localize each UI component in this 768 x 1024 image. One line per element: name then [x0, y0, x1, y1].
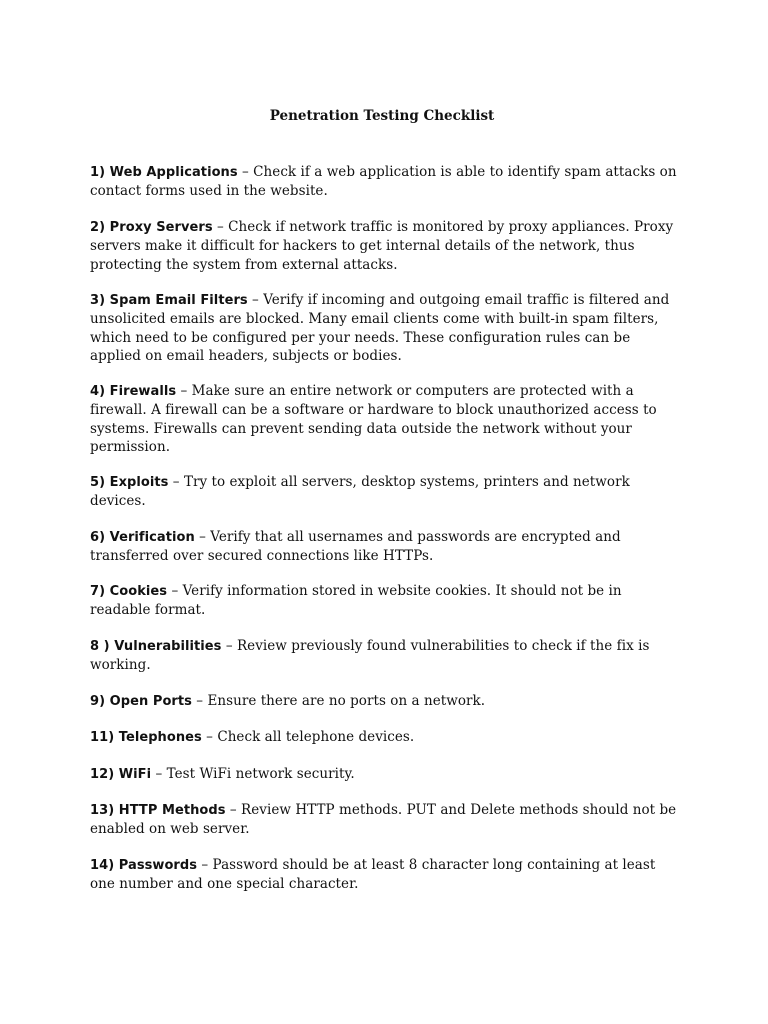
item-dash: – — [172, 474, 180, 490]
checklist-item — [90, 692, 680, 711]
item-dash: – — [216, 219, 224, 235]
document-title: Penetration Testing Checklist — [269, 108, 495, 124]
item-title: Telephones — [118, 730, 202, 745]
item-number: 5) — [90, 475, 106, 490]
item-title: Proxy Servers — [109, 220, 213, 235]
item-heading — [90, 384, 176, 399]
checklist-item — [90, 163, 680, 201]
item-description: Try to exploit all servers, desktop systems, printers and network devices. — [90, 474, 630, 510]
item-description: Make sure an entire network or computers are protected with a firewall. A firewall can be a software or hardware to block unauthorized access to systems. Firewalls can prevent sending data outside the network without your permission. — [90, 383, 657, 455]
item-number: 1) — [90, 165, 106, 180]
item-heading — [90, 293, 248, 308]
item-title: Verification — [109, 530, 195, 545]
item-title: Exploits — [109, 475, 169, 490]
checklist-item — [90, 856, 680, 894]
item-number: 13) — [90, 803, 115, 818]
item-dash: – — [206, 729, 213, 745]
item-heading — [90, 803, 226, 818]
item-description: Verify if incoming and outgoing email traffic is filtered and unsolicited emails are blocked. Many email clients come with built-in spam filters, which need to be configured per your needs. These configuration rules can be applied on email headers, subjects or bodies. — [90, 292, 670, 364]
checklist-item — [90, 218, 680, 274]
item-description: Check if a web application is able to identify spam attacks on contact forms used in the website. — [90, 164, 677, 200]
item-number: 11) — [90, 730, 115, 745]
checklist-item — [90, 582, 680, 620]
item-description: Review HTTP methods. PUT and Delete methods should not be enabled on web server. — [90, 802, 677, 838]
item-title: WiFi — [118, 767, 152, 782]
item-heading — [90, 475, 168, 490]
item-dash: – — [199, 529, 206, 545]
item-title: Web Applications — [109, 165, 238, 180]
item-heading — [90, 639, 221, 654]
item-title: HTTP Methods — [118, 803, 226, 818]
item-dash: – — [201, 857, 209, 873]
checklist-item — [90, 382, 680, 456]
item-dash: – — [196, 693, 204, 709]
item-description: Check all telephone devices. — [217, 729, 415, 745]
item-description: Test WiFi network security. — [166, 766, 355, 782]
item-heading — [90, 220, 213, 235]
item-title: Spam Email Filters — [109, 293, 248, 308]
item-number: 3) — [90, 293, 106, 308]
checklist-item — [90, 473, 680, 511]
item-heading — [90, 530, 195, 545]
item-number: 4) — [90, 384, 106, 399]
item-heading — [90, 165, 238, 180]
item-heading — [90, 694, 192, 709]
item-heading — [90, 767, 151, 782]
checklist-item — [90, 765, 680, 784]
item-number: 12) — [90, 767, 115, 782]
item-title: Open Ports — [109, 694, 192, 709]
item-description: Check if network traffic is monitored by proxy appliances. Proxy servers make it difficult for hackers to get internal details of the network, thus protecting the system from external attacks. — [90, 219, 674, 273]
item-number: 7) — [90, 584, 106, 599]
item-title: Cookies — [109, 584, 168, 599]
item-dash: – — [180, 383, 188, 399]
item-number: 8 ) — [90, 639, 110, 654]
item-number: 14) — [90, 858, 115, 873]
item-dash: – — [242, 164, 249, 180]
item-dash: – — [229, 802, 237, 818]
item-description: Review previously found vulnerabilities to check if the fix is working. — [90, 638, 650, 674]
item-title: Passwords — [118, 858, 198, 873]
item-description: Verify that all usernames and passwords are encrypted and transferred over secured connections like HTTPs. — [90, 529, 621, 565]
checklist-item — [90, 528, 680, 566]
item-title: Vulnerabilities — [114, 639, 222, 654]
checklist-item — [90, 801, 680, 839]
checklist-item — [90, 291, 680, 365]
item-dash: – — [225, 638, 233, 654]
item-dash: – — [252, 292, 259, 308]
item-dash: – — [155, 766, 163, 782]
item-title: Firewalls — [109, 384, 177, 399]
item-number: 9) — [90, 694, 106, 709]
item-number: 2) — [90, 220, 106, 235]
item-heading — [90, 858, 197, 873]
checklist-item — [90, 637, 680, 675]
item-heading — [90, 730, 202, 745]
checklist-item — [90, 728, 680, 747]
item-dash: – — [171, 583, 179, 599]
item-heading — [90, 584, 167, 599]
item-description: Ensure there are no ports on a network. — [207, 693, 486, 709]
item-description: Password should be at least 8 character long containing at least one number and one special character. — [90, 857, 656, 893]
item-description: Verify information stored in website cookies. It should not be in readable format. — [90, 583, 622, 619]
item-number: 6) — [90, 530, 106, 545]
document-content — [90, 106, 690, 893]
